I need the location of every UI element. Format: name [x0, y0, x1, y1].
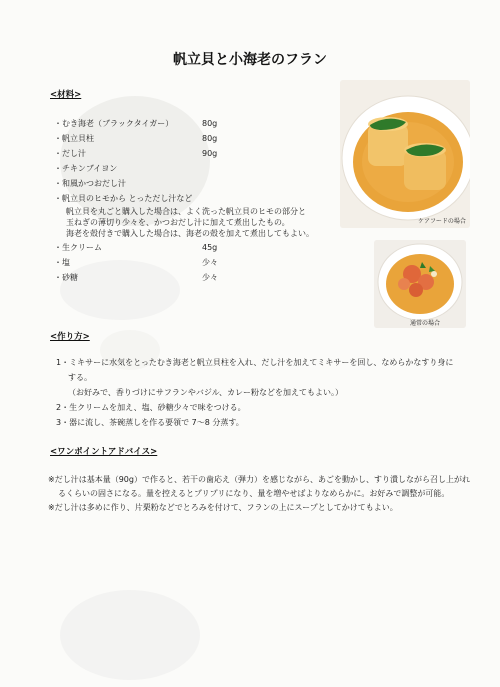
ingredients-heading: <材料> — [50, 90, 82, 100]
advice-item-continuation: るくらいの固さになる。量を控えるとプリプリになり、量を増やせばよりなめらかに。お好みで調整が可能。 — [58, 489, 450, 498]
normal-caption: 通常の場合 — [410, 320, 441, 327]
ingredient-item — [54, 272, 218, 283]
advice-item: ※だし汁は多めに作り、片栗粉などでとろみを付けて、フランの上にスープとしてかけてもよい。 — [48, 503, 398, 512]
ingredient-name: ・だし汁 — [54, 149, 86, 158]
ingredient-note: 帆立貝を丸ごと購入した場合は、よく洗った帆立貝のヒモの部分と — [66, 207, 306, 216]
advice-heading: <ワンポイントアドバイス> — [50, 447, 158, 457]
bleed-through-shape — [60, 260, 180, 320]
normal-illustration — [374, 240, 466, 328]
ingredient-amount: 45g — [202, 243, 218, 252]
normal-photo — [374, 240, 466, 328]
ingredient-item — [54, 193, 192, 204]
method-step-continuation: する。 — [68, 373, 92, 382]
ingredient-note: 海老を殻付きで購入した場合は、海老の殻を加えて煮出してもよい。 — [66, 229, 314, 238]
method-step-note: （お好みで、香りづけにサフランやバジル、カレー粉などを加えてもよい。） — [68, 388, 343, 397]
ingredient-name: ・生クリーム — [54, 243, 102, 252]
method-step: 3・器に流し、茶碗蒸しを作る要領で 7～8 分蒸す。 — [56, 418, 244, 427]
ingredient-amount: 80g — [202, 134, 218, 143]
page-title: 帆立貝と小海老のフラン — [173, 52, 327, 68]
care-food-photo — [340, 80, 470, 228]
ingredient-amount: 少々 — [202, 258, 218, 267]
care-food-illustration — [340, 80, 470, 228]
ingredient-amount: 90g — [202, 149, 218, 158]
ingredient-name: ・帆立貝柱 — [54, 134, 94, 143]
ingredient-item — [54, 242, 218, 253]
ingredient-note: 玉ねぎの薄切り少々を、かつおだし汁に加えて煮出したもの。 — [66, 218, 290, 227]
ingredient-item — [54, 178, 126, 189]
ingredient-amount: 80g — [202, 119, 218, 128]
ingredient-item — [54, 257, 218, 268]
method-heading: <作り方> — [50, 332, 90, 342]
ingredient-amount: 少々 — [202, 273, 218, 282]
ingredient-item — [54, 133, 218, 144]
ingredient-name: ・むき海老（ブラックタイガー） — [54, 119, 174, 128]
ingredient-name: ・塩 — [54, 258, 70, 267]
ingredient-name: ・砂糖 — [54, 273, 78, 282]
bleed-through-shape — [60, 590, 200, 680]
ingredient-item — [54, 118, 218, 129]
ingredient-name: ・チキンブイヨン — [54, 164, 118, 173]
method-step: 2・生クリームを加え、塩、砂糖少々で味をつける。 — [56, 403, 246, 412]
ingredient-item — [54, 163, 117, 174]
care-food-caption: ケアフードの場合 — [418, 218, 466, 225]
ingredient-name: ・和風かつおだし汁 — [54, 179, 126, 188]
ingredient-item — [54, 148, 218, 159]
advice-item: ※だし汁は基本量（90g）で作ると、若干の歯応え（弾力）を感じながら、あごを動かし、すり潰しながら召し上がれ — [48, 475, 470, 484]
ingredient-name: ・帆立貝のヒモから とっただし汁など — [54, 194, 193, 203]
method-step: 1・ミキサーに水気をとったむき海老と帆立貝柱を入れ、だし汁を加えてミキサーを回し、なめらかなすり身に — [56, 358, 454, 367]
